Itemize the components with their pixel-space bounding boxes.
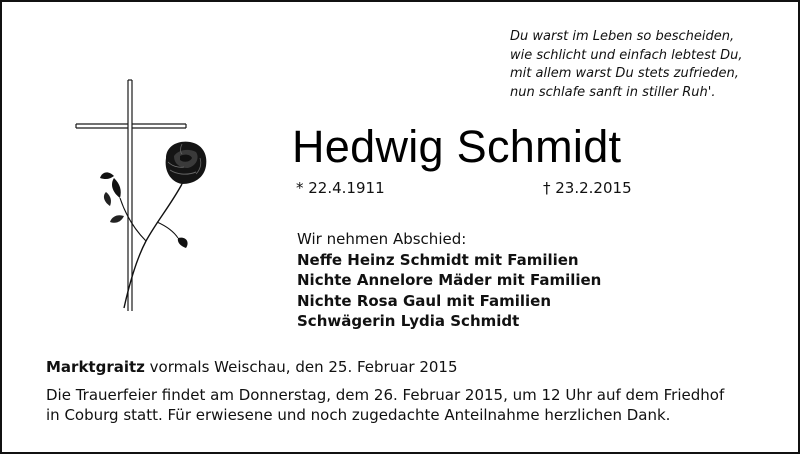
mourners-intro: Wir nehmen Abschied: [297, 230, 467, 248]
place-date-line [46, 357, 458, 377]
death-date: † 23.2.2015 [543, 179, 632, 197]
mourner-entry: Nichte Annelore Mäder mit Familien [297, 271, 602, 289]
funeral-info-line: in Coburg statt. Für erwiesene und noch zugedachte Anteilnahme herzlichen Dank. [46, 406, 671, 424]
town-name: Marktgraitz [46, 358, 145, 376]
funeral-info-line: Die Trauerfeier findet am Donnerstag, dem 26. Februar 2015, um 12 Uhr auf dem Friedhof [46, 386, 725, 404]
poem-line: mit allem warst Du stets zufrieden, [510, 66, 739, 81]
mourner-entry: Neffe Heinz Schmidt mit Familien [297, 250, 579, 269]
mourner-entry: Schwägerin Lydia Schmidt [297, 312, 520, 330]
mourners-block [297, 229, 601, 332]
cross-with-rose-icon [62, 66, 222, 316]
poem-line: Du warst im Leben so bescheiden, [510, 29, 735, 44]
place-date-rest: vormals Weischau, den 25. Februar 2015 [144, 358, 458, 376]
mourner-entry: Nichte Rosa Gaul mit Familien [297, 291, 551, 310]
birth-date: * 22.4.1911 [296, 179, 385, 197]
poem-line: wie schlicht und einfach lebtest Du, [510, 47, 743, 63]
memorial-poem [510, 28, 790, 102]
funeral-info [46, 385, 766, 425]
poem-line: nun schlafe sanft in stiller Ruh'. [510, 84, 716, 100]
deceased-name: Hedwig Schmidt [292, 121, 622, 172]
